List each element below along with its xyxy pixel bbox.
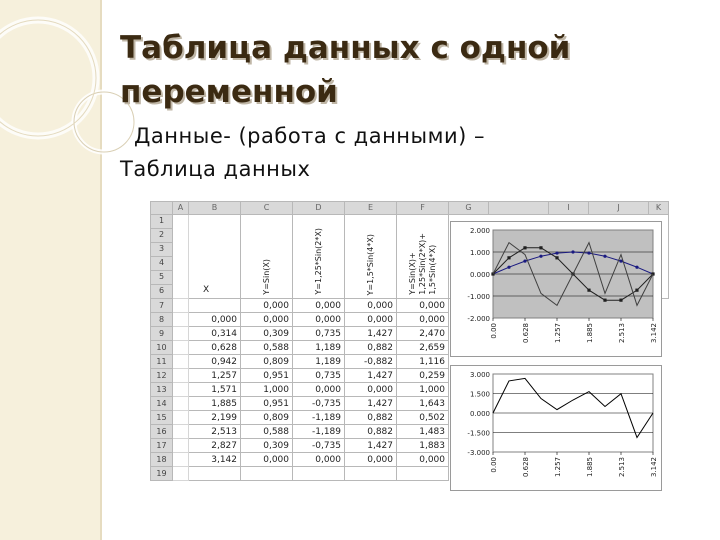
chart-top-series-1-point [539, 255, 542, 258]
cell-a [173, 467, 189, 481]
table-cell [189, 467, 241, 481]
table-cell: 0,000 [345, 453, 397, 467]
table-cell: 1,257 [189, 369, 241, 383]
table-cell: 0,309 [241, 327, 293, 341]
cell-a [173, 299, 189, 313]
x-header-label: X [203, 285, 210, 295]
chart-top-series-2-point [555, 256, 558, 259]
row-number: 8 [151, 313, 173, 327]
row-number-1: 1 [151, 215, 172, 229]
d-header-label: Y=1,25*Sin(2*X) [313, 228, 323, 295]
chart-top-series-2-point [587, 289, 590, 292]
chart-bottom [450, 365, 662, 491]
table-cell: 0,000 [241, 453, 293, 467]
table-cell: 2,199 [189, 411, 241, 425]
row-number: 12 [151, 369, 173, 383]
table-cell: 1,000 [397, 383, 449, 397]
cell-a [173, 327, 189, 341]
chart-top-y-tick-label: 1.000 [469, 249, 490, 257]
table-cell: 0,735 [293, 369, 345, 383]
chart-top-series-1-point [571, 250, 574, 253]
chart-top-y-tick-label: 2.000 [469, 227, 490, 235]
table-cell: 0,000 [345, 299, 397, 313]
column-header-row [151, 202, 669, 215]
table-cell: 1,885 [189, 397, 241, 411]
table-cell: 1,189 [293, 341, 345, 355]
table-cell: -0,735 [293, 397, 345, 411]
chart-top-series-1-point [555, 251, 558, 254]
chart-top [450, 221, 662, 357]
chart-bottom-x-tick-label: 1.257 [554, 457, 562, 478]
table-cell: 0,000 [293, 453, 345, 467]
table-cell: 0,588 [241, 425, 293, 439]
table-cell: 0,942 [189, 355, 241, 369]
chart-bottom-x-tick-label: 1.885 [586, 457, 594, 478]
col-header-h [489, 202, 549, 215]
table-cell: 1,116 [397, 355, 449, 369]
col-header-i: I [549, 202, 589, 215]
table-cell: 2,827 [189, 439, 241, 453]
chart-bottom-x-tick-label: 2.513 [618, 457, 626, 478]
chart-bottom-y-tick-label: 0.000 [469, 410, 490, 418]
cell-a [173, 397, 189, 411]
chart-bottom-y-tick-label: 3.000 [469, 371, 490, 379]
table-cell [189, 299, 241, 313]
chart-bottom-x-tick-label: 0.628 [522, 457, 530, 478]
chart-bottom-y-tick-label: 1.500 [469, 390, 490, 399]
cell-a [173, 411, 189, 425]
header-cell-d [293, 215, 345, 299]
table-cell: 1,427 [345, 327, 397, 341]
table-cell: 0,000 [397, 299, 449, 313]
cell-a [173, 313, 189, 327]
e-header-label: Y=1,5*Sin(4*X) [365, 233, 375, 295]
header-cell-a [173, 215, 189, 299]
table-cell: 0,000 [189, 313, 241, 327]
row-number-cell [151, 215, 173, 299]
chart-top-x-tick-label: 0.00 [490, 323, 498, 339]
table-cell [397, 467, 449, 481]
table-cell: 2,470 [397, 327, 449, 341]
chart-top-x-tick-label: 1.257 [554, 323, 562, 344]
table-cell: 1,483 [397, 425, 449, 439]
spreadsheet-image [150, 201, 669, 491]
table-cell: 0,628 [189, 341, 241, 355]
cell-a [173, 453, 189, 467]
chart-top-series-2-point [619, 299, 622, 302]
row-number: 14 [151, 397, 173, 411]
table-cell: 0,309 [241, 439, 293, 453]
col-header-a: A [173, 202, 189, 215]
row-number-6: 6 [158, 286, 165, 295]
chart-top-series-1-point [523, 259, 526, 262]
chart-top-series-2-point [603, 299, 606, 302]
table-cell: 2,659 [397, 341, 449, 355]
table-cell: 2,513 [189, 425, 241, 439]
table-cell: 0,735 [293, 327, 345, 341]
chart-top-series-2-point [635, 289, 638, 292]
corner-cell [151, 202, 173, 215]
table-cell: 0,000 [345, 383, 397, 397]
chart-bottom-y-tick-label: -3.000 [467, 449, 490, 457]
row-number: 11 [151, 355, 173, 369]
row-number: 18 [151, 453, 173, 467]
table-cell: 0,259 [397, 369, 449, 383]
col-header-e: E [345, 202, 397, 215]
table-cell: 0,588 [241, 341, 293, 355]
table-cell [241, 467, 293, 481]
chart-bottom-y-tick-label: -1.500 [467, 429, 490, 438]
slide-subtitle [120, 120, 710, 186]
cell-a [173, 355, 189, 369]
table-cell: -0,882 [345, 355, 397, 369]
table-cell: -1,189 [293, 425, 345, 439]
chart-top-series-1-point [603, 255, 606, 258]
table-cell: 0,882 [345, 425, 397, 439]
row-number: 19 [151, 467, 173, 481]
table-cell: 1,427 [345, 397, 397, 411]
table-cell: 0,809 [241, 411, 293, 425]
header-cell-e [345, 215, 397, 299]
row-number: 16 [151, 425, 173, 439]
col-header-j: J [589, 202, 649, 215]
table-cell: 1,189 [293, 355, 345, 369]
table-cell: -0,735 [293, 439, 345, 453]
table-cell: 1,427 [345, 439, 397, 453]
row-number-2: 2 [151, 229, 172, 243]
table-cell: 0,000 [293, 313, 345, 327]
row-number: 10 [151, 341, 173, 355]
row-number: 17 [151, 439, 173, 453]
row-number: 9 [151, 327, 173, 341]
table-cell: 3,142 [189, 453, 241, 467]
table-cell: 1,643 [397, 397, 449, 411]
subtitle-line-1: Данные- (работа с данными) – [134, 124, 485, 148]
row-number-4: 4 [151, 257, 172, 271]
col-header-d: D [293, 202, 345, 215]
slide-title: Таблица данных с одной переменной [120, 30, 571, 110]
table-cell: 0,000 [397, 453, 449, 467]
chart-top-series-2-point [523, 246, 526, 249]
cell-a [173, 439, 189, 453]
chart-bottom-x-tick-label: 3.142 [650, 457, 658, 478]
col-header-b: B [189, 202, 241, 215]
chart-top-svg [451, 222, 661, 356]
chart-top-series-2-point [539, 246, 542, 249]
row-number: 7 [151, 299, 173, 313]
col-header-k: K [649, 202, 669, 215]
table-cell: 1,883 [397, 439, 449, 453]
table-cell: 1,000 [241, 383, 293, 397]
decorative-circles [0, 0, 140, 540]
table-cell: 1,427 [345, 369, 397, 383]
table-cell: 0,000 [397, 313, 449, 327]
cell-a [173, 341, 189, 355]
col-header-f: F [397, 202, 449, 215]
table-cell [345, 467, 397, 481]
chart-top-series-1-point [619, 259, 622, 262]
c-header-label: Y=Sin(X) [261, 259, 271, 295]
cell-a [173, 425, 189, 439]
row-number: 15 [151, 411, 173, 425]
table-cell: 0,882 [345, 411, 397, 425]
row-number: 13 [151, 383, 173, 397]
row-number-3: 3 [151, 243, 172, 257]
chart-top-y-tick-label: -2.000 [467, 315, 490, 323]
subtitle-line-2: Таблица данных [120, 157, 311, 181]
cell-a [173, 383, 189, 397]
chart-top-series-1-point [507, 266, 510, 269]
table-cell: 0,314 [189, 327, 241, 341]
chart-top-y-tick-label: -1.000 [467, 293, 490, 301]
chart-top-x-tick-label: 1.885 [586, 323, 594, 344]
f-header-label: Y=Sin(X)+ 1,25*Sin(2*X)+ 1,5*Sin(4*X) [407, 233, 437, 295]
chart-top-y-tick-label: 0.000 [469, 271, 490, 279]
table-cell [293, 467, 345, 481]
chart-top-x-tick-label: 2.513 [618, 323, 626, 344]
chart-bottom-x-tick-label: 0.00 [490, 457, 498, 473]
chart-bottom-svg [451, 366, 661, 490]
table-cell: 0,882 [345, 341, 397, 355]
header-cell-c [241, 215, 293, 299]
table-cell: 0,000 [293, 299, 345, 313]
chart-top-series-2-point [507, 256, 510, 259]
table-cell: 0,951 [241, 397, 293, 411]
table-cell: -1,189 [293, 411, 345, 425]
header-cell-f [397, 215, 449, 299]
table-cell: 0,000 [345, 313, 397, 327]
chart-top-series-1-point [587, 251, 590, 254]
table-cell: 1,571 [189, 383, 241, 397]
chart-top-x-tick-label: 0.628 [522, 323, 530, 344]
table-cell: 0,000 [241, 313, 293, 327]
header-cell-x [189, 215, 241, 299]
table-cell: 0,502 [397, 411, 449, 425]
row-number-5: 5 [151, 271, 172, 285]
col-header-g: G [449, 202, 489, 215]
col-header-c: C [241, 202, 293, 215]
table-cell: 0,000 [293, 383, 345, 397]
chart-top-x-tick-label: 3.142 [650, 323, 658, 344]
table-cell: 0,000 [241, 299, 293, 313]
table-cell: 0,809 [241, 355, 293, 369]
table-cell: 0,951 [241, 369, 293, 383]
cell-a [173, 369, 189, 383]
chart-top-series-1-point [635, 266, 638, 269]
